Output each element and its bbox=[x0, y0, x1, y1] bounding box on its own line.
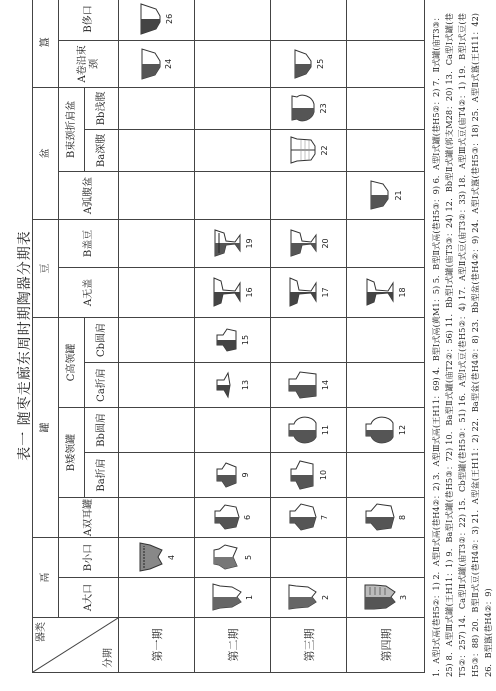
fig-17-dou-icon bbox=[286, 275, 320, 309]
cell-p3-dou-a bbox=[271, 267, 347, 317]
cell-p2-guan-ba bbox=[195, 453, 271, 498]
cell-p4-guan-a bbox=[347, 498, 425, 538]
fig-19-dou-icon bbox=[210, 226, 244, 260]
fig-26-gui-icon bbox=[138, 2, 164, 36]
col-gui-b: B侈口 bbox=[59, 0, 119, 40]
col-guan-bb: Bb圆肩 bbox=[85, 408, 119, 453]
fig-3-number: 3 bbox=[399, 594, 408, 601]
fig-5-number: 5 bbox=[244, 554, 253, 561]
cell-p1-li-b bbox=[119, 538, 195, 578]
period-3: 第三期 bbox=[271, 618, 347, 673]
fig-8-number: 8 bbox=[398, 514, 407, 521]
cell-p4-pen-a bbox=[347, 171, 425, 219]
col-li-b: B小口 bbox=[59, 538, 119, 578]
cell-p3-pen-ba bbox=[271, 129, 347, 171]
col-guan-ba: Ba折肩 bbox=[85, 453, 119, 498]
fig-15-guan-icon bbox=[214, 324, 240, 356]
cell-p3-guan-ca bbox=[271, 363, 347, 408]
fig-2-li-icon bbox=[286, 582, 320, 614]
col-dou-a: A无盖 bbox=[59, 267, 119, 317]
figure-notes: 1．A型Ⅰ式鬲(巷H5②：1) 2．A型Ⅱ式鬲(巷H4②：2) 3．A型Ⅲ式鬲(王H11：69) 4．B型Ⅰ式鬲(黄M1：5) 5．B型Ⅱ式鬲(巷H5③：9) 6．A型Ⅰ式罐(巷H5②：2) 7．Ⅱ式罐(庙T3③：25) 8．A型Ⅲ式罐(王H11：1) 9．Ba型Ⅰ式罐(巷H5③：72) 10．Ba型Ⅱ式罐(庙T2②：56) 11．Bb型Ⅰ式罐(庙T3③：24) 12．Bb型Ⅱ式罐(郭支M28：20) 13．Ca型Ⅰ式罐(巷T5②：257) 14．Ca型Ⅱ式罐(庙T3②：22) 15．Cb型罐(巷H5③：51) 16．A型Ⅰ式豆(巷H5②：4) 17．A型Ⅱ式豆(庙T3②：33) 18．A型Ⅲ式豆(庙T4②：1) 19．B型Ⅰ式豆(巷H5③：88) 20．B型Ⅱ式豆(巷H4②：3) 21．A型盆(王H11：2) 22．Ba型盆(巷H4②：8) 23．Bb型盆(巷H4②：9) 24．A型Ⅰ式簋(巷H5③：18) 25．A型Ⅱ式簋(王H11：42) 26．B型簋(巷H4②：9) bbox=[431, 13, 493, 677]
fig-20-dou-icon bbox=[286, 226, 320, 260]
periodization-table bbox=[32, 0, 425, 673]
fig-20-number: 20 bbox=[321, 238, 330, 249]
cell-p2-guan-ca bbox=[195, 363, 271, 408]
group-dou: 豆 bbox=[33, 219, 59, 317]
subgroup-b-pen: B束颈折肩盆 bbox=[59, 87, 85, 171]
fig-10-guan-icon bbox=[288, 458, 318, 492]
cell-p2-guan-a bbox=[195, 498, 271, 538]
col-pen-ba: Ba深腹 bbox=[85, 129, 119, 171]
fig-13-guan-icon bbox=[214, 369, 240, 401]
cell-p4-li-a bbox=[347, 578, 425, 618]
cell-p3-guan-ba bbox=[271, 453, 347, 498]
cell-p3-guan-a bbox=[271, 498, 347, 538]
fig-1-li-icon bbox=[210, 582, 244, 614]
fig-22-pen-icon bbox=[287, 134, 319, 166]
fig-7-number: 7 bbox=[320, 514, 329, 521]
cell-p2-dou-a bbox=[195, 267, 271, 317]
period-1: 第一期 bbox=[119, 618, 195, 673]
fig-25-number: 25 bbox=[316, 58, 325, 69]
cell-p2-li-b bbox=[195, 538, 271, 578]
fig-17-number: 17 bbox=[321, 287, 330, 298]
fig-19-number: 19 bbox=[245, 238, 254, 249]
col-gui-a: A卷沿束颈 bbox=[59, 40, 119, 87]
fig-18-number: 18 bbox=[398, 287, 407, 298]
fig-25-gui-icon bbox=[291, 48, 315, 80]
subgroup-c-ling: C高领罐 bbox=[59, 317, 85, 407]
group-li: 鬲 bbox=[33, 538, 59, 618]
fig-11-guan-icon bbox=[286, 413, 320, 447]
period-2: 第二期 bbox=[195, 618, 271, 673]
col-guan-ca: Ca折肩 bbox=[85, 363, 119, 408]
fig-14-number: 14 bbox=[321, 379, 330, 391]
fig-21-pen-icon bbox=[367, 179, 393, 211]
cell-p1-li-a bbox=[119, 578, 195, 618]
fig-11-number: 11 bbox=[321, 424, 330, 436]
fig-13-number: 13 bbox=[241, 379, 250, 391]
table-title: 表一 随枣走廊东周时期陶器分期表 bbox=[17, 230, 33, 461]
cell-p3-gui-a bbox=[271, 40, 347, 87]
corner-header bbox=[33, 618, 119, 673]
fig-26-number: 26 bbox=[165, 13, 174, 24]
fig-14-guan-icon bbox=[286, 368, 320, 402]
cell-p4-guan-bb bbox=[347, 408, 425, 453]
fig-21-number: 21 bbox=[394, 190, 403, 201]
fig-4-li-icon bbox=[136, 541, 166, 575]
col-guan-a: A双耳罐 bbox=[59, 498, 119, 538]
col-pen-a: A弧腹盆 bbox=[59, 171, 119, 219]
fig-12-number: 12 bbox=[398, 424, 407, 436]
col-pen-bb: Bb浅腹 bbox=[85, 87, 119, 129]
cell-p2-li-a bbox=[195, 578, 271, 618]
fig-3-li-icon bbox=[362, 582, 398, 614]
fig-23-pen-icon bbox=[288, 92, 318, 124]
corner-label-period: 分期 bbox=[103, 648, 114, 668]
cell-p4-dou-a bbox=[347, 267, 425, 317]
period-4: 第四期 bbox=[347, 618, 425, 673]
fig-16-dou-icon bbox=[210, 275, 244, 309]
fig-9-number: 9 bbox=[241, 472, 250, 478]
fig-6-number: 6 bbox=[243, 514, 252, 521]
corner-label-type: 器类 bbox=[36, 622, 47, 642]
fig-6-guan-icon bbox=[212, 502, 242, 534]
cell-p3-pen-bb bbox=[271, 87, 347, 129]
fig-22-number: 22 bbox=[320, 145, 329, 156]
col-guan-cb: Cb圆肩 bbox=[85, 317, 119, 362]
fig-16-number: 16 bbox=[245, 287, 254, 298]
fig-2-number: 2 bbox=[321, 594, 330, 601]
fig-24-gui-icon bbox=[139, 47, 163, 81]
cell-p2-guan-cb bbox=[195, 317, 271, 362]
fig-9-guan-icon bbox=[214, 459, 240, 491]
cell-p3-dou-b bbox=[271, 219, 347, 267]
fig-10-number: 10 bbox=[319, 469, 328, 481]
fig-5-li-icon bbox=[211, 542, 243, 574]
cell-p3-guan-bb bbox=[271, 408, 347, 453]
cell-p3-li-a bbox=[271, 578, 347, 618]
fig-18-dou-icon bbox=[363, 275, 397, 309]
fig-15-number: 15 bbox=[241, 334, 250, 346]
fig-8-guan-icon bbox=[363, 502, 397, 534]
group-pen: 盆 bbox=[33, 87, 59, 219]
cell-p1-gui-b bbox=[119, 0, 195, 40]
fig-4-number: 4 bbox=[167, 554, 176, 561]
cell-p1-gui-a bbox=[119, 40, 195, 87]
fig-7-guan-icon bbox=[287, 502, 319, 534]
fig-1-number: 1 bbox=[245, 594, 254, 601]
group-guan: 罐 bbox=[33, 317, 59, 537]
col-li-a: A大口 bbox=[59, 578, 119, 618]
fig-12-guan-icon bbox=[363, 413, 397, 447]
cell-p2-dou-b bbox=[195, 219, 271, 267]
group-gui: 簋 bbox=[33, 0, 59, 87]
fig-23-number: 23 bbox=[319, 103, 328, 114]
subgroup-b-ling: B矮领罐 bbox=[59, 408, 85, 498]
col-dou-b: B盖豆 bbox=[59, 219, 119, 267]
fig-24-number: 24 bbox=[164, 58, 173, 69]
